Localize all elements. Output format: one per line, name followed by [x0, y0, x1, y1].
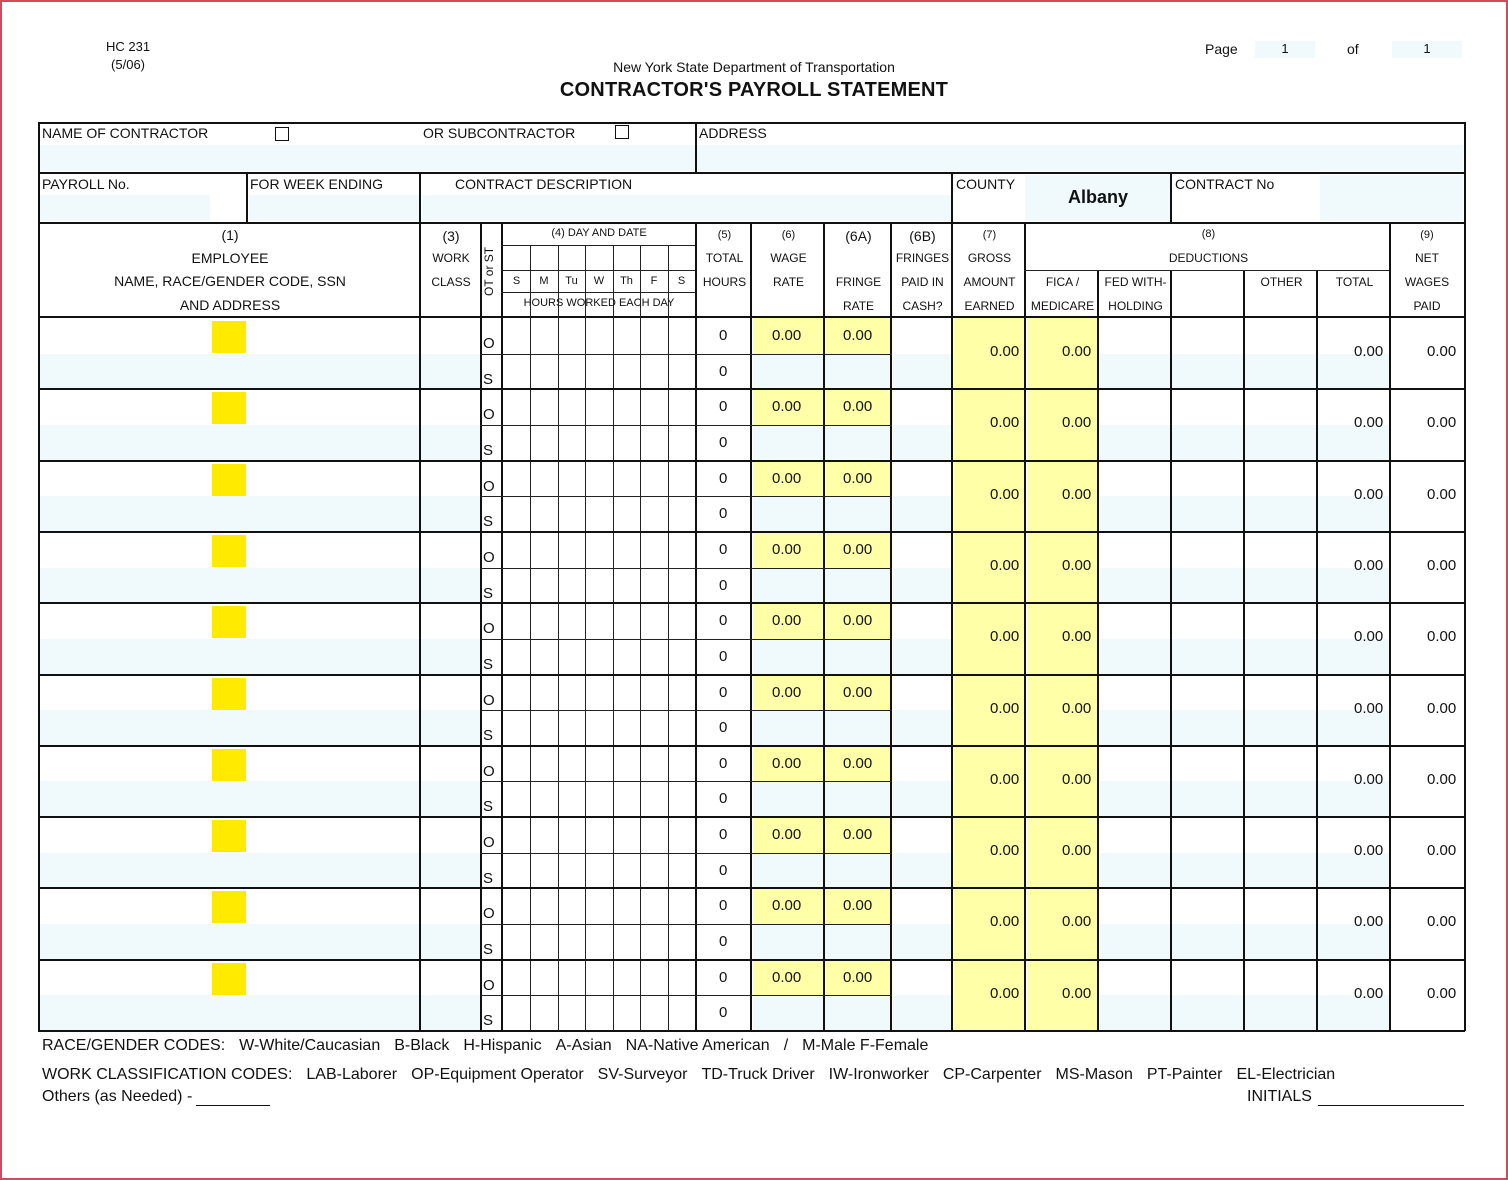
- fringe-rate-value: 0.00: [843, 612, 873, 630]
- wage-rate-num: (6): [781, 229, 796, 241]
- grid-line: [695, 222, 697, 1031]
- address-field[interactable]: [697, 145, 1463, 171]
- day-label: W: [593, 275, 605, 287]
- grid-line: [695, 122, 697, 172]
- fica-value: 0.00: [1062, 913, 1092, 931]
- grid-line: [501, 222, 503, 1031]
- work-class-field[interactable]: [421, 995, 481, 1031]
- straight-time-row-label: S: [483, 441, 494, 459]
- overtime-hours: 0: [719, 327, 728, 344]
- code-laborer: LAB-Laborer: [306, 1066, 398, 1083]
- employee-info-field[interactable]: [40, 639, 420, 675]
- deductions-label: DEDUCTIONS: [1168, 251, 1249, 265]
- fica-value: 0.00: [1062, 699, 1092, 717]
- overtime-row-label: O: [483, 762, 495, 780]
- employee-col-line3: AND ADDRESS: [179, 297, 281, 313]
- overtime-row-label: O: [483, 834, 495, 852]
- work-class-field[interactable]: [421, 639, 481, 675]
- net-line2: WAGES: [1404, 275, 1450, 289]
- employee-marker: [212, 749, 246, 781]
- overtime-row-label: O: [483, 905, 495, 923]
- gross-value: 0.00: [990, 343, 1020, 360]
- fringes-cash-line3: CASH?: [902, 299, 943, 313]
- day-label: M: [539, 275, 549, 287]
- employee-col-line2: NAME, RACE/GENDER CODE, SSN: [114, 273, 346, 289]
- wage-rate-value: 0.00: [772, 612, 802, 630]
- week-ending-label: FOR WEEK ENDING: [250, 176, 384, 192]
- net-wages-value: 0.00: [1427, 699, 1457, 717]
- fed-line1: FED WITH-: [1104, 275, 1167, 289]
- gross-value: 0.00: [990, 699, 1020, 717]
- contractor-name-field[interactable]: [40, 145, 695, 171]
- fringes-cash-num: (6B): [909, 228, 936, 244]
- initials-blank[interactable]: [1318, 1092, 1464, 1106]
- employee-info-field[interactable]: [40, 568, 420, 604]
- grid-line: [501, 292, 695, 293]
- work-class-num: (3): [442, 228, 460, 244]
- fica-value: 0.00: [1062, 556, 1092, 574]
- deduction-entry-field[interactable]: [1100, 995, 1390, 1031]
- employee-info-field[interactable]: [40, 781, 420, 817]
- grid-line: [480, 568, 892, 569]
- wage-rate-value: 0.00: [772, 897, 802, 915]
- initials-line: [1247, 1088, 1478, 1106]
- day-label: S: [677, 275, 686, 287]
- net-wages-value: 0.00: [1427, 984, 1457, 1002]
- deduction-entry-field[interactable]: [1100, 639, 1390, 675]
- grid-line: [38, 460, 1464, 462]
- payroll-no-label: PAYROLL No.: [42, 176, 130, 192]
- wage-rate-value: 0.00: [772, 469, 802, 487]
- grid-line: [38, 745, 1464, 747]
- fed-line2: HOLDING: [1108, 299, 1163, 313]
- day-label: Tu: [565, 275, 578, 287]
- grid-line: [750, 222, 752, 1031]
- fringes-cash-field[interactable]: [893, 496, 953, 532]
- fica-value: 0.00: [1062, 414, 1092, 432]
- page-total-field[interactable]: 1: [1392, 41, 1462, 58]
- deduction-total-value: 0.00: [1354, 913, 1384, 931]
- work-class-line1: WORK: [432, 251, 470, 265]
- contract-no-field[interactable]: [1320, 175, 1463, 221]
- grid-line: [1389, 222, 1391, 1031]
- code-truck-driver: TD-Truck Driver: [701, 1066, 815, 1083]
- overtime-hours: 0: [719, 398, 728, 416]
- fringe-rate-value: 0.00: [843, 469, 873, 487]
- department-name: New York State Department of Transportation: [613, 59, 895, 75]
- grid-line: [480, 222, 482, 1031]
- grid-line: [1170, 172, 1172, 222]
- grid-line: [38, 388, 1464, 390]
- grid-line: [38, 887, 1464, 889]
- net-line1: NET: [1415, 251, 1439, 265]
- others-line: [42, 1088, 284, 1106]
- employee-marker: [212, 678, 246, 710]
- fringe-rate-value: 0.00: [843, 754, 873, 772]
- fringe-rate-value: 0.00: [843, 897, 873, 915]
- fringes-cash-field[interactable]: [893, 710, 953, 746]
- fringe-rate-value: 0.00: [843, 398, 873, 416]
- deduction-entry-field[interactable]: [1100, 496, 1390, 532]
- gross-value: 0.00: [990, 628, 1020, 646]
- fica-value: 0.00: [1062, 485, 1092, 503]
- employee-info-field[interactable]: [40, 853, 420, 889]
- grid-line: [1389, 222, 1391, 318]
- subcontractor-label: OR SUBCONTRACTOR: [423, 125, 576, 141]
- subcontractor-checkbox[interactable]: [615, 125, 629, 139]
- grid-line: [480, 781, 892, 782]
- grid-line: [1024, 270, 1389, 271]
- fringe-rate-line2: RATE: [842, 299, 875, 313]
- page-title: CONTRACTOR'S PAYROLL STATEMENT: [559, 79, 949, 101]
- employee-info-field[interactable]: [40, 710, 420, 746]
- grid-line: [38, 959, 1464, 961]
- net-wages-value: 0.00: [1427, 343, 1457, 360]
- deduction-total-value: 0.00: [1354, 485, 1384, 503]
- gross-value: 0.00: [990, 842, 1020, 860]
- overtime-row-label: O: [483, 976, 495, 994]
- straight-hours: 0: [719, 362, 728, 380]
- work-class-field[interactable]: [421, 853, 481, 889]
- code-separator: /: [783, 1037, 789, 1054]
- fringes-cash-field[interactable]: [893, 354, 953, 390]
- straight-time-row-label: S: [483, 941, 494, 959]
- work-class-field[interactable]: [421, 425, 481, 461]
- fringes-cash-field[interactable]: [893, 568, 953, 604]
- straight-time-row-label: S: [483, 513, 494, 531]
- grid-line: [951, 172, 953, 222]
- fica-value: 0.00: [1062, 628, 1092, 646]
- gross-value: 0.00: [990, 913, 1020, 931]
- gross-value: 0.00: [990, 414, 1020, 432]
- grid-line: [480, 924, 892, 925]
- contract-description-label: CONTRACT DESCRIPTION: [455, 176, 633, 192]
- grid-line: [480, 995, 892, 996]
- initials-label: INITIALS: [1247, 1088, 1312, 1105]
- fringe-rate-value: 0.00: [843, 327, 873, 344]
- gross-line3: EARNED: [964, 299, 1015, 313]
- employee-marker: [212, 820, 246, 852]
- hours-each-day-label: HOURS WORKED EACH DAY: [523, 297, 675, 309]
- grid-line: [480, 853, 892, 854]
- grid-line: [480, 639, 892, 640]
- gross-value: 0.00: [990, 984, 1020, 1002]
- net-line3: PAID: [1413, 299, 1441, 313]
- grid-line: [38, 602, 1464, 604]
- overtime-hours: 0: [719, 754, 728, 772]
- employee-info-field[interactable]: [40, 924, 420, 960]
- grid-line: [1024, 222, 1026, 1031]
- grid-line: [38, 531, 1464, 533]
- fringes-cash-field[interactable]: [893, 924, 953, 960]
- deduction-total-value: 0.00: [1354, 343, 1384, 360]
- work-class-field[interactable]: [421, 781, 481, 817]
- code-gender: M-Male F-Female: [802, 1037, 929, 1054]
- straight-hours: 0: [719, 505, 728, 523]
- deduction-total-value: 0.00: [1354, 556, 1384, 574]
- code-painter: PT-Painter: [1146, 1066, 1223, 1083]
- deduction-total-value: 0.00: [1354, 842, 1384, 860]
- net-wages-value: 0.00: [1427, 842, 1457, 860]
- employee-marker: [212, 392, 246, 424]
- day-label: Th: [620, 275, 633, 287]
- fringe-rate-value: 0.00: [843, 540, 873, 558]
- code-carpenter: CP-Carpenter: [942, 1066, 1042, 1083]
- wage-rate-value: 0.00: [772, 968, 802, 986]
- overtime-hours: 0: [719, 469, 728, 487]
- fringes-cash-field[interactable]: [893, 639, 953, 675]
- fica-line2: MEDICARE: [1030, 299, 1095, 313]
- straight-time-row-label: S: [483, 1012, 494, 1030]
- overtime-row-label: O: [483, 620, 495, 638]
- fringes-cash-field[interactable]: [893, 781, 953, 817]
- overtime-hours: 0: [719, 612, 728, 630]
- code-native-american: NA-Native American: [625, 1037, 770, 1054]
- payroll-no-field[interactable]: [40, 195, 210, 221]
- gross-line1: GROSS: [967, 251, 1012, 265]
- deduction-total-value: 0.00: [1354, 699, 1384, 717]
- deduction-total-value: 0.00: [1354, 770, 1384, 788]
- straight-time-row-label: S: [483, 798, 494, 816]
- employee-info-field[interactable]: [40, 354, 420, 390]
- deduction-total-label: TOTAL: [1335, 275, 1374, 289]
- grid-line: [480, 496, 892, 497]
- overtime-row-label: O: [483, 335, 495, 352]
- net-wages-value: 0.00: [1427, 628, 1457, 646]
- grid-line: [1464, 122, 1466, 1031]
- overtime-row-label: O: [483, 691, 495, 709]
- gross-value: 0.00: [990, 770, 1020, 788]
- fringe-rate-value: 0.00: [843, 968, 873, 986]
- fringes-cash-line2: PAID IN: [901, 275, 944, 289]
- county-value: Albany: [1067, 187, 1128, 207]
- employee-marker: [212, 535, 246, 567]
- straight-hours: 0: [719, 647, 728, 665]
- work-class-field[interactable]: [421, 710, 481, 746]
- overtime-row-label: O: [483, 477, 495, 495]
- grid-line: [419, 172, 421, 222]
- straight-time-row-label: S: [483, 655, 494, 673]
- deduction-total-value: 0.00: [1354, 628, 1384, 646]
- grid-line: [480, 354, 892, 355]
- grid-line: [38, 122, 40, 1031]
- employee-marker: [212, 891, 246, 923]
- employee-info-field[interactable]: [40, 496, 420, 532]
- overtime-hours: 0: [719, 540, 728, 558]
- deduction-total-value: 0.00: [1354, 414, 1384, 432]
- straight-time-row-label: S: [483, 584, 494, 602]
- deduction-entry-field[interactable]: [1100, 853, 1390, 889]
- page-number-field[interactable]: 1: [1255, 41, 1315, 58]
- net-wages-value: 0.00: [1427, 414, 1457, 432]
- page-label: Page: [1205, 41, 1238, 57]
- overtime-hours: 0: [719, 826, 728, 844]
- wage-rate-value: 0.00: [772, 540, 802, 558]
- county-label: COUNTY: [956, 176, 1016, 192]
- grid-line: [501, 245, 695, 246]
- others-label: Others (as Needed) -: [42, 1088, 193, 1105]
- total-hours-line1: TOTAL: [705, 251, 744, 265]
- ot-st-label: OT or ST: [482, 246, 496, 296]
- fringes-cash-field[interactable]: [893, 853, 953, 889]
- wage-rate-line2: RATE: [772, 275, 805, 289]
- grid-line: [480, 710, 892, 711]
- fringes-cash-line1: FRINGES: [895, 251, 950, 265]
- employee-marker: [212, 321, 246, 353]
- grid-line: [38, 122, 1464, 124]
- wage-rate-value: 0.00: [772, 754, 802, 772]
- straight-time-row-label: S: [483, 727, 494, 745]
- work-class-field[interactable]: [421, 924, 481, 960]
- employee-info-field[interactable]: [40, 425, 420, 461]
- grid-line: [501, 270, 695, 271]
- straight-hours: 0: [719, 1004, 728, 1022]
- straight-hours: 0: [719, 719, 728, 737]
- code-hispanic: H-Hispanic: [463, 1037, 542, 1054]
- work-class-legend: [42, 1066, 1349, 1084]
- straight-time-row-label: S: [483, 869, 494, 887]
- contractor-checkbox[interactable]: [275, 127, 289, 141]
- straight-hours: 0: [719, 433, 728, 451]
- fica-line1: FICA /: [1045, 275, 1080, 289]
- gross-line2: AMOUNT: [963, 275, 1016, 289]
- contract-description-field[interactable]: [422, 195, 952, 221]
- total-hours-num: (5): [717, 229, 732, 241]
- form-code: HC 231: [106, 39, 151, 54]
- grid-line: [246, 172, 248, 222]
- deductions-num: (8): [1201, 228, 1216, 240]
- fica-value: 0.00: [1062, 343, 1092, 360]
- race-gender-title: RACE/GENDER CODES:: [42, 1037, 226, 1054]
- other-label: OTHER: [1260, 275, 1303, 289]
- grid-line: [38, 816, 1464, 818]
- work-class-field[interactable]: [421, 354, 481, 390]
- straight-time-row-label: S: [483, 370, 494, 388]
- code-surveyor: SV-Surveyor: [597, 1066, 688, 1083]
- deduction-entry-field[interactable]: [1100, 354, 1390, 390]
- wage-rate-value: 0.00: [772, 398, 802, 416]
- of-label: of: [1347, 41, 1359, 57]
- wage-rate-value: 0.00: [772, 327, 802, 344]
- grid-line: [1097, 270, 1099, 1031]
- contract-no-label: CONTRACT No: [1175, 176, 1275, 192]
- fica-value: 0.00: [1062, 984, 1092, 1002]
- day-label: S: [512, 275, 521, 287]
- wage-rate-value: 0.00: [772, 826, 802, 844]
- net-num: (9): [1420, 229, 1434, 241]
- fringes-cash-field[interactable]: [893, 995, 953, 1031]
- wage-rate-line1: WAGE: [770, 251, 807, 265]
- fringe-rate-line1: FRINGE: [835, 275, 882, 289]
- grid-line: [1170, 270, 1172, 1031]
- work-class-line2: CLASS: [431, 275, 471, 289]
- grid-line: [38, 674, 1464, 676]
- net-wages-value: 0.00: [1427, 485, 1457, 503]
- grid-line: [890, 222, 892, 1031]
- overtime-hours: 0: [719, 897, 728, 915]
- grid-line: [823, 222, 825, 1031]
- grid-line: [1243, 270, 1245, 1031]
- net-wages-value: 0.00: [1427, 556, 1457, 574]
- work-class-title: WORK CLASSIFICATION CODES:: [42, 1066, 293, 1083]
- overtime-row-label: O: [483, 406, 495, 424]
- code-black: B-Black: [394, 1037, 450, 1054]
- straight-hours: 0: [719, 933, 728, 951]
- employee-marker: [212, 606, 246, 638]
- wage-rate-value: 0.00: [772, 683, 802, 701]
- net-wages-value: 0.00: [1427, 770, 1457, 788]
- day-label: F: [650, 275, 658, 287]
- total-hours-line2: HOURS: [702, 275, 747, 289]
- race-gender-legend: [42, 1037, 942, 1055]
- code-electrician: EL-Electrician: [1236, 1066, 1336, 1083]
- deduction-entry-field[interactable]: [1100, 781, 1390, 817]
- overtime-row-label: O: [483, 548, 495, 566]
- gross-value: 0.00: [990, 485, 1020, 503]
- work-class-field[interactable]: [421, 496, 481, 532]
- straight-hours: 0: [719, 790, 728, 808]
- fringe-rate-value: 0.00: [843, 826, 873, 844]
- deduction-entry-field[interactable]: [1100, 425, 1390, 461]
- work-class-field[interactable]: [421, 568, 481, 604]
- code-white: W-White/Caucasian: [239, 1037, 381, 1054]
- employee-marker: [212, 464, 246, 496]
- net-wages-value: 0.00: [1427, 913, 1457, 931]
- grid-line: [38, 172, 1464, 174]
- deduction-entry-field[interactable]: [1100, 924, 1390, 960]
- others-blank[interactable]: [196, 1092, 270, 1106]
- code-operator: OP-Equipment Operator: [411, 1066, 584, 1083]
- employee-col-num: (1): [221, 227, 239, 243]
- fica-value: 0.00: [1062, 842, 1092, 860]
- fringe-rate-value: 0.00: [843, 683, 873, 701]
- code-ironworker: IW-Ironworker: [828, 1066, 929, 1083]
- grid-line: [419, 222, 421, 1031]
- fringes-cash-field[interactable]: [893, 425, 953, 461]
- grid-line: [480, 425, 892, 426]
- fringe-rate-num: (6A): [845, 228, 872, 244]
- overtime-hours: 0: [719, 683, 728, 701]
- code-asian: A-Asian: [555, 1037, 612, 1054]
- day-date-label: (4) DAY AND DATE: [551, 227, 647, 239]
- deduction-entry-field[interactable]: [1100, 568, 1390, 604]
- employee-col-line1: EMPLOYEE: [191, 250, 269, 266]
- deduction-entry-field[interactable]: [1100, 710, 1390, 746]
- week-ending-field[interactable]: [249, 195, 419, 221]
- gross-value: 0.00: [990, 556, 1020, 574]
- gross-num: (7): [982, 229, 997, 241]
- employee-info-field[interactable]: [40, 995, 420, 1031]
- code-mason: MS-Mason: [1055, 1066, 1133, 1083]
- grid-line: [1316, 270, 1318, 1031]
- fica-value: 0.00: [1062, 770, 1092, 788]
- address-label: ADDRESS: [699, 125, 767, 141]
- deduction-total-value: 0.00: [1354, 984, 1384, 1002]
- form-revision: (5/06): [111, 57, 146, 72]
- overtime-hours: 0: [719, 968, 728, 986]
- employee-marker: [212, 963, 246, 995]
- contractor-label: NAME OF CONTRACTOR: [42, 125, 209, 141]
- straight-hours: 0: [719, 576, 728, 594]
- straight-hours: 0: [719, 861, 728, 879]
- grid-line: [951, 222, 953, 1031]
